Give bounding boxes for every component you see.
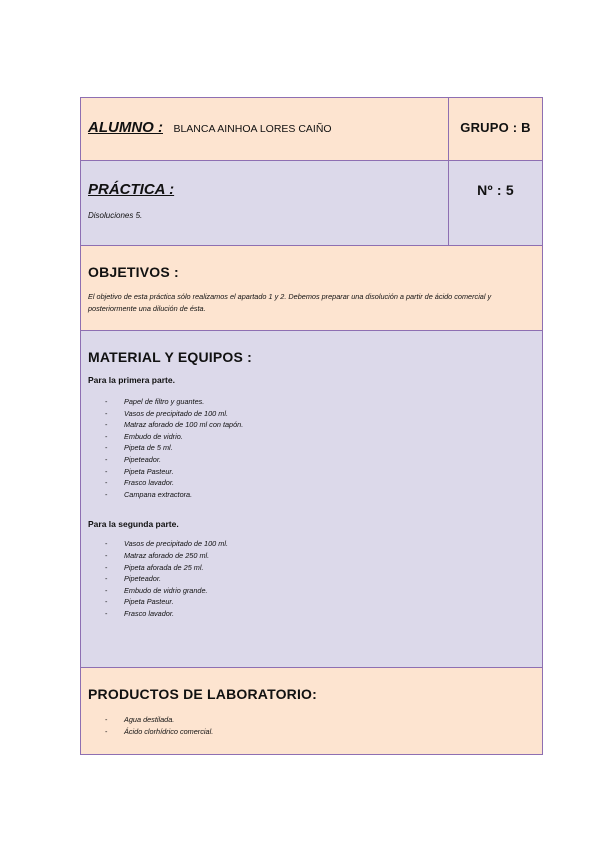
list-item: - Embudo de vidrio. xyxy=(88,431,535,443)
materials-part2-title: Para la segunda parte. xyxy=(88,519,179,530)
materials-part2-list xyxy=(88,538,535,619)
list-item: - Pipeta Pasteur. xyxy=(88,596,535,608)
list-item: - Vasos de precipitado de 100 ml. xyxy=(88,408,535,420)
list-item: - Pipeteador. xyxy=(88,573,535,585)
list-item: - Agua destilada. xyxy=(88,714,535,726)
list-item: - Matraz aforado de 100 ml con tapón. xyxy=(88,419,535,431)
objectives-heading: OBJETIVOS : xyxy=(88,264,179,280)
group-label: GRUPO : B xyxy=(460,120,531,135)
objectives-section xyxy=(81,246,542,331)
list-item: - Papel de filtro y guantes. xyxy=(88,396,535,408)
objectives-text: El objetivo de esta práctica sólo realizamos el apartado 1 y 2. Debemos preparar una disolución a partir de ácido comercial y posteriormente una dilución de ésta. xyxy=(88,292,492,313)
list-item: - Campana extractora. xyxy=(88,489,535,501)
practice-sheet xyxy=(80,97,543,755)
list-item: - Vasos de precipitado de 100 ml. xyxy=(88,538,535,550)
student-name: BLANCA AINHOA LORES CAIÑO xyxy=(173,123,332,135)
student-cell xyxy=(81,98,449,160)
practice-label: PRÁCTICA : xyxy=(88,181,175,198)
materials-heading: MATERIAL Y EQUIPOS : xyxy=(88,349,252,365)
materials-part1-list xyxy=(88,396,535,500)
materials-section xyxy=(81,331,542,668)
products-section xyxy=(81,668,542,754)
practice-number: Nº : 5 xyxy=(477,182,514,198)
products-heading: PRODUCTOS DE LABORATORIO: xyxy=(88,686,318,702)
number-cell xyxy=(449,161,542,245)
list-item: - Pipeta aforada de 25 ml. xyxy=(88,562,535,574)
list-item: - Pipeteador. xyxy=(88,454,535,466)
student-row xyxy=(81,98,542,161)
list-item: - Ácido clorhídrico comercial. xyxy=(88,726,535,738)
list-item: - Frasco lavador. xyxy=(88,477,535,489)
practice-row xyxy=(81,161,542,246)
group-cell xyxy=(449,98,542,160)
list-item: - Embudo de vidrio grande. xyxy=(88,585,535,597)
list-item: - Frasco lavador. xyxy=(88,608,535,620)
list-item: - Pipeta de 5 ml. xyxy=(88,442,535,454)
practice-cell xyxy=(81,161,449,245)
practice-title: Disoluciones 5. xyxy=(88,211,143,220)
list-item: - Matraz aforado de 250 ml. xyxy=(88,550,535,562)
list-item: - Pipeta Pasteur. xyxy=(88,466,535,478)
products-list xyxy=(88,714,535,737)
student-label: ALUMNO : xyxy=(88,119,163,136)
materials-part1-title: Para la primera parte. xyxy=(88,375,175,385)
